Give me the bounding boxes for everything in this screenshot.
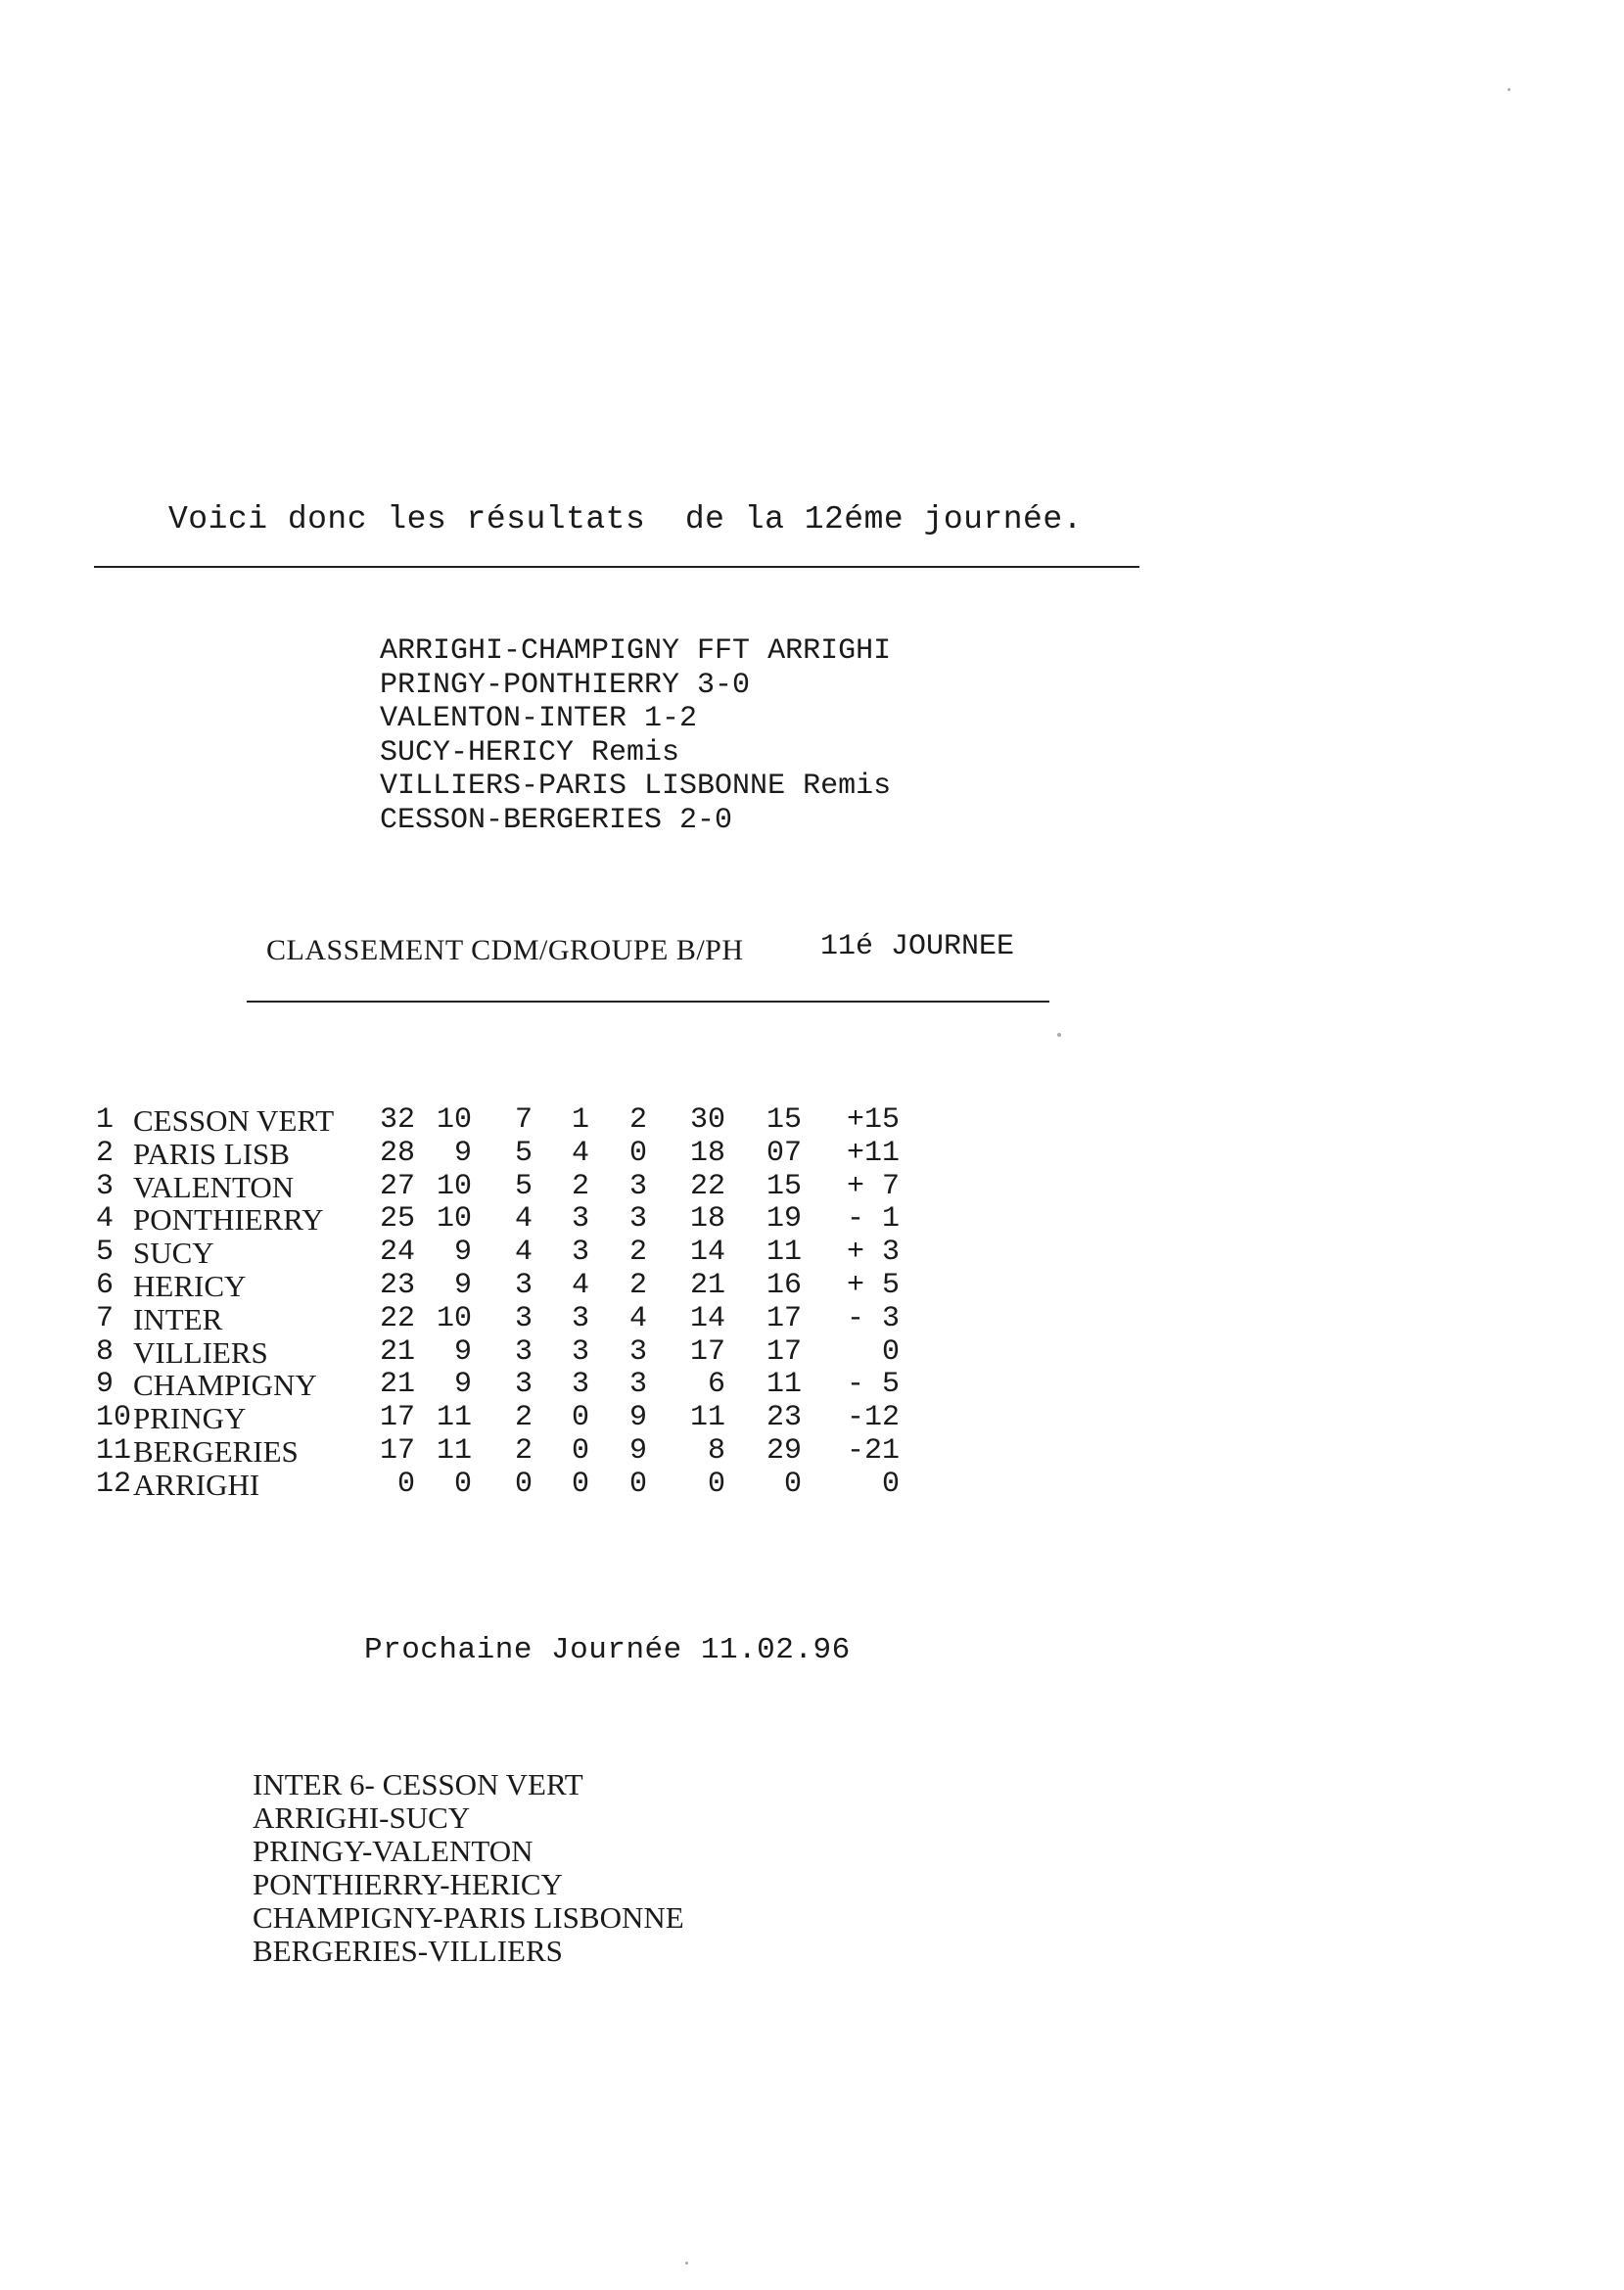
standings-cell-bc: 29 xyxy=(766,1433,802,1468)
standings-cell-rank: 11 xyxy=(96,1433,132,1468)
standings-cell-bp: 6 xyxy=(707,1368,725,1402)
standings-cell-team: INTER xyxy=(133,1301,223,1336)
standings-cell-pts: 24 xyxy=(379,1236,415,1270)
standings-cell-n: 3 xyxy=(571,1236,589,1270)
standings-cell-team: VILLIERS xyxy=(133,1334,268,1370)
standings-cell-bc: 19 xyxy=(766,1202,802,1237)
standings-row xyxy=(96,1336,900,1370)
divider-line xyxy=(94,566,1139,568)
standings-cell-bc: 17 xyxy=(766,1301,802,1335)
standings-cell-team: PONTHIERRY xyxy=(133,1202,324,1238)
standings-row xyxy=(96,1469,900,1502)
standings-row xyxy=(96,1171,900,1204)
standings-cell-team: CHAMPIGNY xyxy=(133,1368,317,1403)
standings-row xyxy=(96,1402,900,1435)
standings-cell-bc: 16 xyxy=(766,1268,802,1302)
standings-cell-bc: 0 xyxy=(783,1467,802,1501)
standings-cell-team: BERGERIES xyxy=(133,1433,299,1469)
standings-row xyxy=(96,1138,900,1171)
standings-cell-bp: 18 xyxy=(689,1202,725,1237)
standings-row xyxy=(96,1270,900,1303)
standings-cell-p: 9 xyxy=(628,1401,647,1435)
standings-cell-g: 3 xyxy=(514,1301,533,1335)
standings-cell-team: SUCY xyxy=(133,1236,214,1271)
result-item: VILLIERS-PARIS LISBONNE Remis xyxy=(380,770,892,803)
standings-row xyxy=(96,1237,900,1270)
standings-cell-team: VALENTON xyxy=(133,1169,295,1204)
standings-cell-j: 9 xyxy=(453,1136,472,1170)
standings-cell-p: 2 xyxy=(628,1236,647,1270)
standings-cell-diff: - 1 xyxy=(846,1202,900,1237)
standings-cell-j: 10 xyxy=(436,1169,472,1203)
standings-cell-n: 3 xyxy=(571,1301,589,1335)
standings-cell-team: PARIS LISB xyxy=(133,1136,290,1171)
standings-cell-rank: 6 xyxy=(96,1268,115,1302)
standings-cell-n: 3 xyxy=(571,1334,589,1369)
standings-title: CLASSEMENT CDM/GROUPE B/PH xyxy=(266,934,744,966)
standings-cell-bc: 15 xyxy=(766,1169,802,1203)
result-item: VALENTON-INTER 1-2 xyxy=(380,702,698,735)
standings-cell-diff: -21 xyxy=(846,1433,900,1468)
standings-cell-diff: - 5 xyxy=(846,1368,900,1402)
standings-cell-n: 1 xyxy=(571,1103,589,1137)
standings-row xyxy=(96,1369,900,1402)
standings-cell-pts: 21 xyxy=(379,1368,415,1402)
standings-cell-j: 11 xyxy=(436,1401,472,1435)
standings-cell-n: 0 xyxy=(571,1467,589,1501)
standings-cell-n: 4 xyxy=(571,1136,589,1170)
fixture-item: INTER 6- CESSON VERT xyxy=(253,1767,583,1801)
standings-cell-n: 2 xyxy=(571,1169,589,1203)
standings-cell-g: 3 xyxy=(514,1334,533,1369)
standings-cell-team: ARRIGHI xyxy=(133,1467,260,1502)
standings-cell-bc: 23 xyxy=(766,1401,802,1435)
standings-cell-bp: 14 xyxy=(689,1301,725,1335)
standings-cell-p: 9 xyxy=(628,1433,647,1468)
standings-cell-bp: 8 xyxy=(707,1433,725,1468)
standings-cell-diff: 0 xyxy=(881,1334,900,1369)
scan-speck xyxy=(1508,88,1510,91)
standings-cell-j: 0 xyxy=(453,1467,472,1501)
standings-cell-pts: 27 xyxy=(379,1169,415,1203)
standings-cell-n: 0 xyxy=(571,1433,589,1468)
standings-cell-pts: 32 xyxy=(379,1103,415,1137)
standings-cell-diff: +11 xyxy=(846,1136,900,1170)
standings-row xyxy=(96,1203,900,1237)
standings-cell-pts: 21 xyxy=(379,1334,415,1369)
scan-speck xyxy=(1057,1033,1061,1037)
standings-cell-g: 4 xyxy=(514,1236,533,1270)
fixture-item: CHAMPIGNY-PARIS LISBONNE xyxy=(253,1900,684,1935)
standings-cell-pts: 0 xyxy=(396,1467,415,1501)
standings-cell-rank: 9 xyxy=(96,1368,115,1402)
results-list xyxy=(380,634,891,837)
standings-cell-p: 0 xyxy=(628,1136,647,1170)
standings-cell-g: 4 xyxy=(514,1202,533,1237)
standings-cell-p: 2 xyxy=(628,1268,647,1302)
standings-cell-bc: 15 xyxy=(766,1103,802,1137)
standings-cell-bp: 21 xyxy=(689,1268,725,1302)
standings-cell-pts: 17 xyxy=(379,1433,415,1468)
standings-cell-j: 11 xyxy=(436,1433,472,1468)
fixture-item: PONTHIERRY-HERICY xyxy=(253,1867,563,1901)
standings-cell-j: 9 xyxy=(453,1334,472,1369)
standings-cell-g: 5 xyxy=(514,1136,533,1170)
standings-cell-diff: 0 xyxy=(881,1467,900,1501)
next-round-heading: Prochaine Journée 11.02.96 xyxy=(364,1633,851,1667)
standings-cell-bc: 11 xyxy=(766,1236,802,1270)
standings-cell-n: 0 xyxy=(571,1401,589,1435)
fixture-item: PRINGY-VALENTON xyxy=(253,1834,534,1868)
fixtures-list xyxy=(253,1768,684,1968)
standings-cell-j: 9 xyxy=(453,1236,472,1270)
standings-cell-p: 3 xyxy=(628,1334,647,1369)
standings-cell-j: 10 xyxy=(436,1202,472,1237)
standings-cell-diff: - 3 xyxy=(846,1301,900,1335)
standings-cell-diff: +15 xyxy=(846,1103,900,1137)
result-item: SUCY-HERICY Remis xyxy=(380,735,680,770)
standings-cell-g: 0 xyxy=(514,1467,533,1501)
standings-cell-rank: 12 xyxy=(96,1467,132,1501)
standings-cell-j: 9 xyxy=(453,1268,472,1302)
standings-table xyxy=(96,1104,900,1502)
standings-cell-rank: 8 xyxy=(96,1334,115,1369)
standings-cell-team: HERICY xyxy=(133,1268,247,1303)
standings-cell-bc: 11 xyxy=(766,1368,802,1402)
standings-cell-rank: 7 xyxy=(96,1301,115,1335)
standings-cell-bp: 18 xyxy=(689,1136,725,1170)
standings-cell-p: 4 xyxy=(628,1301,647,1335)
standings-cell-pts: 22 xyxy=(379,1301,415,1335)
scan-speck xyxy=(685,2262,688,2265)
standings-cell-rank: 5 xyxy=(96,1236,115,1270)
standings-cell-p: 3 xyxy=(628,1169,647,1203)
standings-cell-j: 10 xyxy=(436,1301,472,1335)
standings-cell-p: 0 xyxy=(628,1467,647,1501)
standings-cell-rank: 4 xyxy=(96,1202,115,1237)
standings-cell-team: PRINGY xyxy=(133,1401,247,1436)
standings-cell-rank: 2 xyxy=(96,1136,115,1170)
standings-cell-pts: 25 xyxy=(379,1202,415,1237)
standings-cell-pts: 17 xyxy=(379,1401,415,1435)
standings-cell-g: 2 xyxy=(514,1401,533,1435)
standings-cell-bc: 07 xyxy=(766,1136,802,1170)
standings-cell-bp: 11 xyxy=(689,1401,725,1435)
standings-cell-bp: 0 xyxy=(707,1467,725,1501)
standings-cell-bp: 17 xyxy=(689,1334,725,1369)
standings-cell-diff: + 5 xyxy=(846,1268,900,1302)
standings-cell-n: 4 xyxy=(571,1268,589,1302)
result-item: CESSON-BERGERIES 2-0 xyxy=(380,803,733,837)
divider-line xyxy=(247,1001,1049,1003)
standings-cell-p: 3 xyxy=(628,1368,647,1402)
standings-cell-pts: 23 xyxy=(379,1268,415,1302)
standings-cell-g: 2 xyxy=(514,1433,533,1468)
standings-cell-bc: 17 xyxy=(766,1334,802,1369)
standings-cell-rank: 3 xyxy=(96,1169,115,1203)
standings-cell-p: 3 xyxy=(628,1202,647,1237)
standings-cell-p: 2 xyxy=(628,1103,647,1137)
standings-cell-diff: -12 xyxy=(846,1401,900,1435)
standings-cell-rank: 1 xyxy=(96,1103,115,1137)
standings-row xyxy=(96,1303,900,1336)
standings-cell-rank: 10 xyxy=(96,1401,132,1435)
standings-cell-j: 9 xyxy=(453,1368,472,1402)
standings-cell-n: 3 xyxy=(571,1368,589,1402)
standings-cell-bp: 30 xyxy=(689,1103,725,1137)
result-item: PRINGY-PONTHIERRY 3-0 xyxy=(380,668,751,702)
standings-cell-n: 3 xyxy=(571,1202,589,1237)
standings-cell-j: 10 xyxy=(436,1103,472,1137)
standings-cell-g: 3 xyxy=(514,1268,533,1302)
standings-cell-bp: 14 xyxy=(689,1236,725,1270)
result-item: ARRIGHI-CHAMPIGNY FFT ARRIGHI xyxy=(380,634,892,668)
fixture-item: BERGERIES-VILLIERS xyxy=(253,1934,563,1968)
standings-cell-pts: 28 xyxy=(379,1136,415,1170)
fixture-item: ARRIGHI-SUCY xyxy=(253,1800,471,1835)
standings-cell-g: 3 xyxy=(514,1368,533,1402)
standings-round: 11é JOURNEE xyxy=(820,930,1015,963)
standings-cell-team: CESSON VERT xyxy=(133,1103,335,1138)
standings-row xyxy=(96,1104,900,1138)
standings-cell-diff: + 7 xyxy=(846,1169,900,1203)
standings-cell-diff: + 3 xyxy=(846,1236,900,1270)
standings-cell-bp: 22 xyxy=(689,1169,725,1203)
standings-cell-g: 5 xyxy=(514,1169,533,1203)
standings-row xyxy=(96,1435,900,1469)
standings-cell-g: 7 xyxy=(514,1103,533,1137)
intro-text: Voici donc les résultats de la 12éme journée. xyxy=(168,501,1083,537)
